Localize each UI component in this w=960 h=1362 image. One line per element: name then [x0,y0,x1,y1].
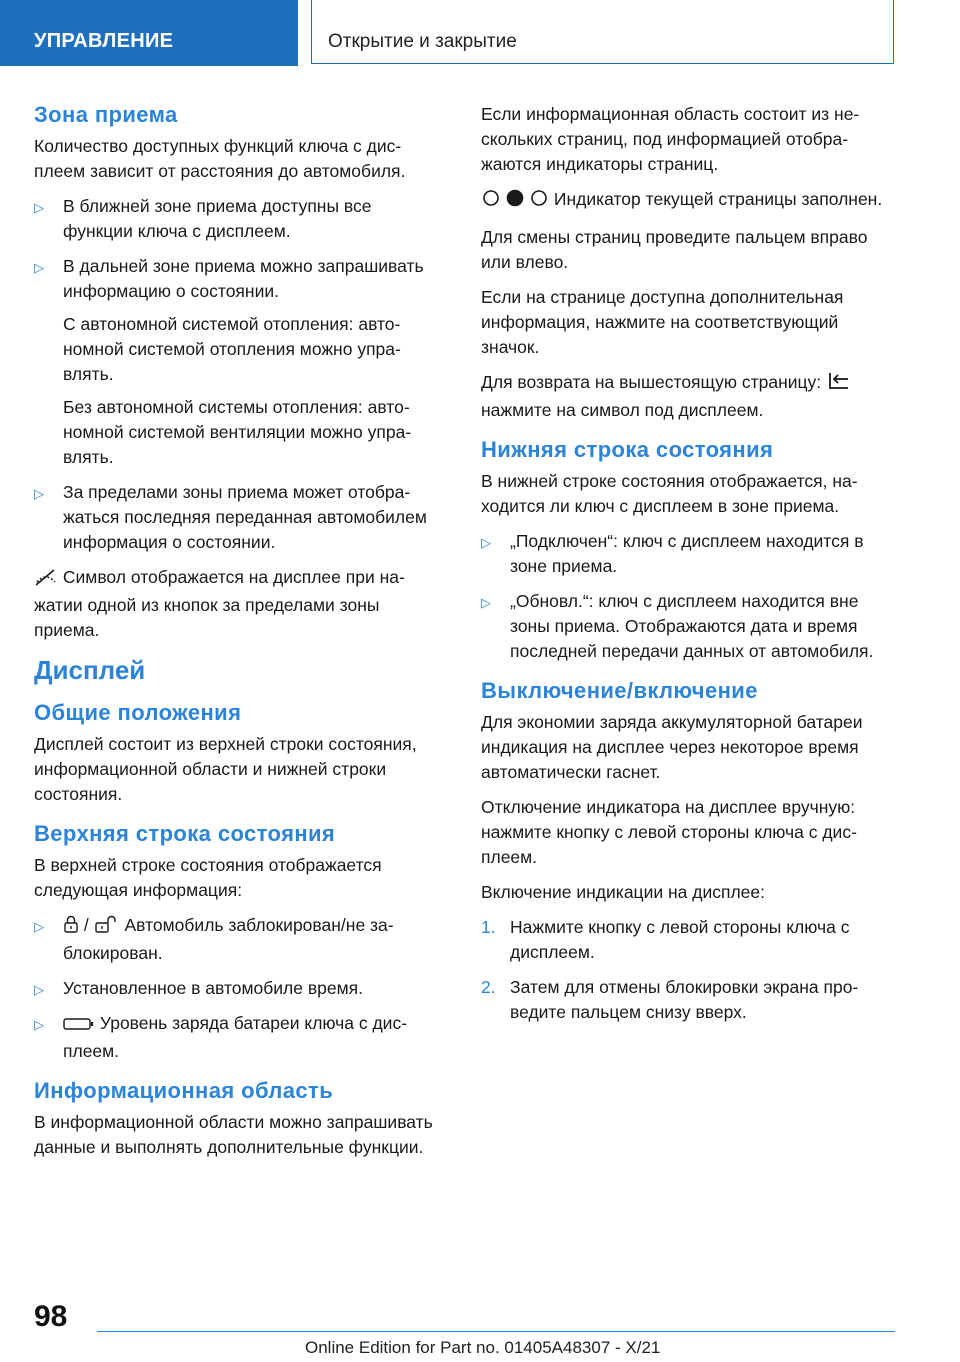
page-indicator-icon [481,188,549,215]
paragraph-indicator: Индикатор текущей страницы заполнен. [481,187,895,215]
header-topic-tab [311,0,894,64]
paragraph-general: Дисплей состоит из верхней строки состояния, информационной области и нижней строки состояния. [34,734,417,804]
bullet-triangle-icon: ▷ [481,595,491,610]
list-item [34,480,444,555]
bullet-triangle-icon: ▷ [481,535,491,550]
footer-divider [97,1331,895,1332]
list-item [481,589,895,664]
paragraph-manual: Отключение индикатора на дисплее вручную: нажмите кнопку с левой стороны ключа с дисплеем. [481,797,857,867]
list-item-text: „Обновл.“: ключ с дисплеем находится вне зоны приема. Отображаются дата и время последней передачи данных от автомобиля. [510,591,874,661]
paragraph-info: В информационной области можно запрашивать данные и выполнять дополнительные функции. [34,1112,433,1157]
paragraph-zone: Количество доступных функций ключа с дисплеем зависит от расстояния до автомобиля. [34,136,406,181]
list-item [34,1011,444,1064]
list-item [34,194,444,244]
step-number: 2. [481,977,496,997]
header-topic-label: Открытие и закрытие [328,31,517,52]
heading-reception-zone: Зона приема [34,102,178,127]
paragraph-more-info: Если на странице доступна дополнительная информация, нажмите на соответствующий значок. [481,287,844,357]
heading-on-off: Выключение/включение [481,678,758,703]
list-item [34,913,444,966]
paragraph-top: В верхней строке состояния отображается следующая информация: [34,855,382,900]
footer-edition: Online Edition for Part no. 01405A48307 - X/21 [305,1338,661,1357]
paragraph-back: Для возврата на вышестоящую страницу: нажмите на символ под дисплеем. [481,370,895,423]
lock-closed-icon [63,914,79,941]
list-item-text: В ближней зоне приема доступны все функции ключа с дисплеем. [63,196,372,241]
list-item-text: В дальней зоне приема можно запрашивать информацию о состоянии. [63,256,424,301]
numbered-item [481,915,895,965]
list-item [481,529,895,579]
bullet-triangle-icon: ▷ [34,919,44,934]
list-item-subtext: Без автономной системы отопления: автономной системой вентиляции можно управлять. [63,397,412,467]
list-item [34,976,444,1001]
right-column [481,102,895,1035]
step-number: 1. [481,917,496,937]
paragraph-enable: Включение индикации на дисплее: [481,882,766,902]
paragraph-bottom: В нижней строке состояния отображается, находится ли ключ с дисплеем в зоне приема. [481,471,858,516]
bullet-triangle-icon: ▷ [34,982,44,997]
left-column [34,102,444,1170]
step-text: Затем для отмены блокировки экрана проведите пальцем снизу вверх. [510,977,859,1022]
paragraph-swipe: Для смены страниц проведите пальцем вправо или влево. [481,227,868,272]
paragraph-pages: Если информационная область состоит из нескольких страниц, под информацией отображаются индикаторы страниц. [481,104,860,174]
list-item-text: Установленное в автомобиле время. [63,978,363,998]
heading-bottom-status-bar: Нижняя строка состояния [481,437,774,462]
heading-info-area: Информационная область [34,1078,334,1103]
back-arrow-icon [826,371,852,398]
bullet-triangle-icon: ▷ [34,486,44,501]
paragraph-symbol: Символ отображается на дисплее при нажатии одной из кнопок за пределами зоны приема. [34,567,405,640]
bullet-triangle-icon: ▷ [34,200,44,215]
paragraph-save: Для экономии заряда аккумуляторной батареи индикация на дисплее через некоторое время автоматически гаснет. [481,712,863,782]
list-item-text: „Подключен“: ключ с дисплеем находится в зоне приема. [510,531,864,576]
bullet-triangle-icon: ▷ [34,260,44,275]
list-item [34,254,444,470]
list-item-text: / Автомобиль заблокирован/не заблокирован. [63,915,394,963]
step-text: Нажмите кнопку с левой стороны ключа с дисплеем. [510,917,850,962]
list-item-subtext: С автономной системой отопления: автономной системой отопления можно управлять. [63,314,401,384]
header-section-tab [0,0,298,66]
lock-open-icon [94,914,120,941]
list-item-text: Уровень заряда батареи ключа с дисплеем. [63,1013,408,1061]
bullet-triangle-icon: ▷ [34,1017,44,1032]
battery-icon [63,1014,95,1039]
heading-top-status-bar: Верхняя строка состояния [34,821,336,846]
page-number: 98 [34,1300,68,1333]
heading-general: Общие положения [34,700,242,725]
numbered-item [481,975,895,1025]
heading-display: Дисплей [34,655,146,685]
no-signal-icon [34,568,58,593]
list-item-text: За пределами зоны приема может отображаться последняя переданная автомобилем информация о состоянии. [63,482,427,552]
header-section-label: УПРАВЛЕНИЕ [34,30,174,52]
